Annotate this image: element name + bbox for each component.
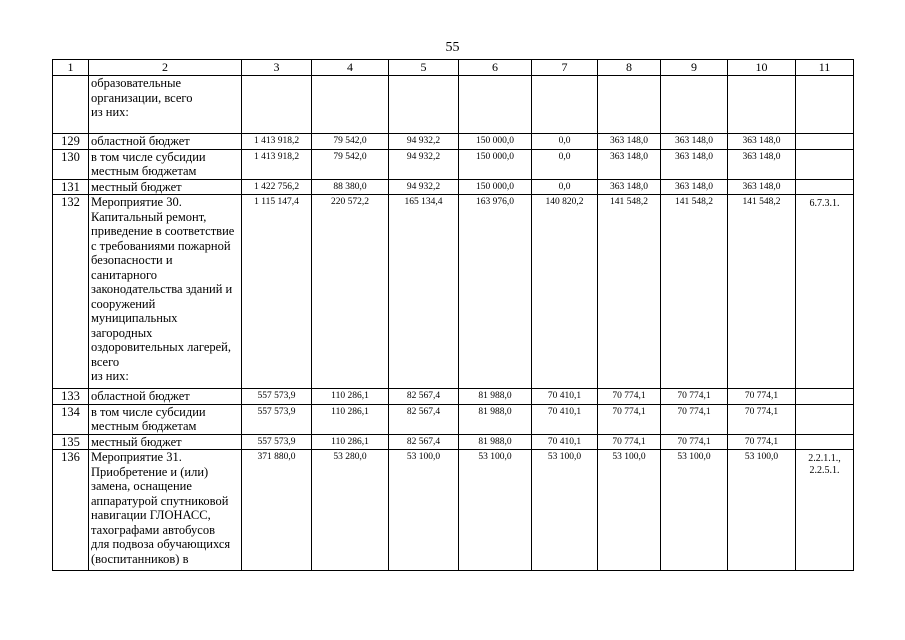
- value-cell: 220 572,2: [312, 195, 389, 389]
- row-name-line: аппаратурой спутниковой: [91, 493, 229, 508]
- row-name-line: в том числе субсидии: [91, 149, 206, 164]
- row-name-line: муниципальных: [91, 311, 178, 325]
- value-cell: [312, 76, 389, 134]
- reference-line: 2.2.1.1.,: [808, 453, 841, 464]
- row-name-line: организации, всего: [91, 90, 193, 105]
- value-cell: 140 820,2: [532, 195, 598, 389]
- row-name-line: навигации ГЛОНАСС,: [91, 508, 211, 522]
- value-cell: 371 880,0: [242, 450, 312, 571]
- value-cell: 141 548,2: [728, 195, 796, 389]
- row-name-line: для подвоза обучающихся: [91, 537, 231, 551]
- value-cell: 53 280,0: [312, 450, 389, 571]
- value-cell: 363 148,0: [661, 149, 728, 179]
- value-cell: 1 413 918,2: [242, 149, 312, 179]
- value-cell: 363 148,0: [728, 179, 796, 195]
- column-header: 11: [796, 60, 854, 76]
- value-cell: 363 148,0: [598, 134, 661, 150]
- column-header: 1: [53, 60, 89, 76]
- value-cell: 70 774,1: [598, 434, 661, 450]
- row-name-line: областной бюджет: [91, 389, 190, 403]
- budget-table: [52, 59, 854, 571]
- row-number: 130: [53, 149, 89, 179]
- row-name-line: образовательные: [91, 76, 182, 90]
- value-cell: 0,0: [532, 134, 598, 150]
- value-cell: 557 573,9: [242, 389, 312, 405]
- table-row: [53, 404, 854, 434]
- value-cell: 557 573,9: [242, 434, 312, 450]
- row-number: 131: [53, 179, 89, 195]
- value-cell: [532, 76, 598, 134]
- value-cell: 163 976,0: [459, 195, 532, 389]
- row-name-line: из них:: [91, 105, 129, 119]
- row-name: [89, 389, 242, 405]
- row-name-line: (воспитанников) в: [91, 551, 189, 566]
- value-cell: 70 410,1: [532, 434, 598, 450]
- row-number: 136: [53, 450, 89, 571]
- value-cell: 94 932,2: [389, 179, 459, 195]
- column-header: 3: [242, 60, 312, 76]
- table-row: [53, 134, 854, 150]
- row-name: [89, 434, 242, 450]
- row-name-line: замена, оснащение: [91, 479, 192, 493]
- value-cell: 70 774,1: [661, 389, 728, 405]
- reference-cell: [796, 149, 854, 179]
- value-cell: 53 100,0: [389, 450, 459, 571]
- row-name: [89, 450, 242, 571]
- reference-cell: [796, 179, 854, 195]
- value-cell: 1 422 756,2: [242, 179, 312, 195]
- value-cell: 53 100,0: [728, 450, 796, 571]
- value-cell: 79 542,0: [312, 134, 389, 150]
- value-cell: 70 774,1: [661, 434, 728, 450]
- row-name-line: сооружений: [91, 296, 156, 311]
- column-header: 8: [598, 60, 661, 76]
- value-cell: 363 148,0: [598, 179, 661, 195]
- table-row: [53, 149, 854, 179]
- value-cell: 150 000,0: [459, 179, 532, 195]
- value-cell: 94 932,2: [389, 149, 459, 179]
- column-header: 6: [459, 60, 532, 76]
- table-row: [53, 76, 854, 134]
- value-cell: 1 115 147,4: [242, 195, 312, 389]
- row-name: [89, 404, 242, 434]
- row-name: [89, 149, 242, 179]
- column-header: 5: [389, 60, 459, 76]
- reference-line: 6.7.3.1.: [809, 198, 840, 209]
- column-header: 2: [89, 60, 242, 76]
- value-cell: 53 100,0: [661, 450, 728, 571]
- value-cell: 141 548,2: [598, 195, 661, 389]
- value-cell: 81 988,0: [459, 404, 532, 434]
- value-cell: 165 134,4: [389, 195, 459, 389]
- column-header: 9: [661, 60, 728, 76]
- value-cell: 363 148,0: [661, 179, 728, 195]
- reference-cell: [796, 195, 854, 389]
- row-name-line: Приобретение и (или): [91, 464, 209, 479]
- reference-cell: [796, 404, 854, 434]
- value-cell: 81 988,0: [459, 434, 532, 450]
- column-header: 7: [532, 60, 598, 76]
- row-name-line: областной бюджет: [91, 134, 190, 148]
- value-cell: [242, 76, 312, 134]
- value-cell: 70 774,1: [598, 404, 661, 434]
- value-cell: 70 774,1: [661, 404, 728, 434]
- value-cell: 81 988,0: [459, 389, 532, 405]
- row-name-line: местным бюджетам: [91, 164, 197, 178]
- value-cell: 82 567,4: [389, 434, 459, 450]
- value-cell: 94 932,2: [389, 134, 459, 150]
- table-row: [53, 389, 854, 405]
- value-cell: 53 100,0: [532, 450, 598, 571]
- reference-cell: [796, 450, 854, 571]
- value-cell: 557 573,9: [242, 404, 312, 434]
- value-cell: 150 000,0: [459, 134, 532, 150]
- row-number: 133: [53, 389, 89, 405]
- row-name-line: загородных: [91, 325, 153, 340]
- row-name-line: местный бюджет: [91, 179, 182, 194]
- value-cell: [598, 76, 661, 134]
- value-cell: [459, 76, 532, 134]
- row-name-line: Капитальный ремонт,: [91, 209, 207, 224]
- table-row: [53, 195, 854, 389]
- row-name-line: местным бюджетам: [91, 419, 197, 433]
- reference-cell: [796, 76, 854, 134]
- row-number: 132: [53, 195, 89, 389]
- reference-cell: [796, 389, 854, 405]
- row-number: 135: [53, 434, 89, 450]
- reference-line: 2.2.5.1.: [809, 465, 840, 476]
- value-cell: 1 413 918,2: [242, 134, 312, 150]
- value-cell: 150 000,0: [459, 149, 532, 179]
- row-number: [53, 76, 89, 134]
- value-cell: 70 774,1: [598, 389, 661, 405]
- value-cell: 70 410,1: [532, 389, 598, 405]
- column-header: 10: [728, 60, 796, 76]
- value-cell: 88 380,0: [312, 179, 389, 195]
- row-name: [89, 179, 242, 195]
- row-name-line: оздоровительных лагерей,: [91, 340, 231, 354]
- reference-cell: [796, 434, 854, 450]
- row-name: [89, 195, 242, 389]
- value-cell: 82 567,4: [389, 389, 459, 405]
- table-row: [53, 179, 854, 195]
- value-cell: 53 100,0: [459, 450, 532, 571]
- row-name-line: безопасности и: [91, 253, 173, 267]
- value-cell: 0,0: [532, 179, 598, 195]
- reference-cell: [796, 134, 854, 150]
- row-number: 134: [53, 404, 89, 434]
- value-cell: 70 774,1: [728, 404, 796, 434]
- value-cell: 363 148,0: [598, 149, 661, 179]
- row-name-line: местный бюджет: [91, 434, 182, 449]
- value-cell: 0,0: [532, 149, 598, 179]
- row-name-line: Мероприятие 30.: [91, 195, 182, 209]
- value-cell: 79 542,0: [312, 149, 389, 179]
- value-cell: 110 286,1: [312, 434, 389, 450]
- value-cell: 70 410,1: [532, 404, 598, 434]
- table-row: [53, 450, 854, 571]
- value-cell: 70 774,1: [728, 434, 796, 450]
- row-name-line: законодательства зданий и: [91, 282, 233, 296]
- row-name-line: Мероприятие 31.: [91, 450, 182, 464]
- row-name-line: из них:: [91, 369, 129, 383]
- value-cell: 70 774,1: [728, 389, 796, 405]
- value-cell: 141 548,2: [661, 195, 728, 389]
- row-name: [89, 134, 242, 150]
- value-cell: 110 286,1: [312, 389, 389, 405]
- value-cell: 363 148,0: [661, 134, 728, 150]
- row-name-line: всего: [91, 354, 120, 369]
- column-header: 4: [312, 60, 389, 76]
- value-cell: 363 148,0: [728, 134, 796, 150]
- header-row: [53, 60, 854, 76]
- value-cell: 82 567,4: [389, 404, 459, 434]
- row-name: [89, 76, 242, 134]
- row-name-line: приведение в соответствие: [91, 224, 235, 238]
- value-cell: [661, 76, 728, 134]
- table-row: [53, 434, 854, 450]
- value-cell: [389, 76, 459, 134]
- value-cell: 110 286,1: [312, 404, 389, 434]
- page-number: 55: [445, 40, 460, 55]
- row-name-line: тахографами автобусов: [91, 522, 216, 537]
- row-number: 129: [53, 134, 89, 150]
- row-name-line: с требованиями пожарной: [91, 238, 231, 253]
- value-cell: [728, 76, 796, 134]
- row-name-line: санитарного: [91, 267, 158, 282]
- row-name-line: в том числе субсидии: [91, 404, 206, 419]
- value-cell: 53 100,0: [598, 450, 661, 571]
- value-cell: 363 148,0: [728, 149, 796, 179]
